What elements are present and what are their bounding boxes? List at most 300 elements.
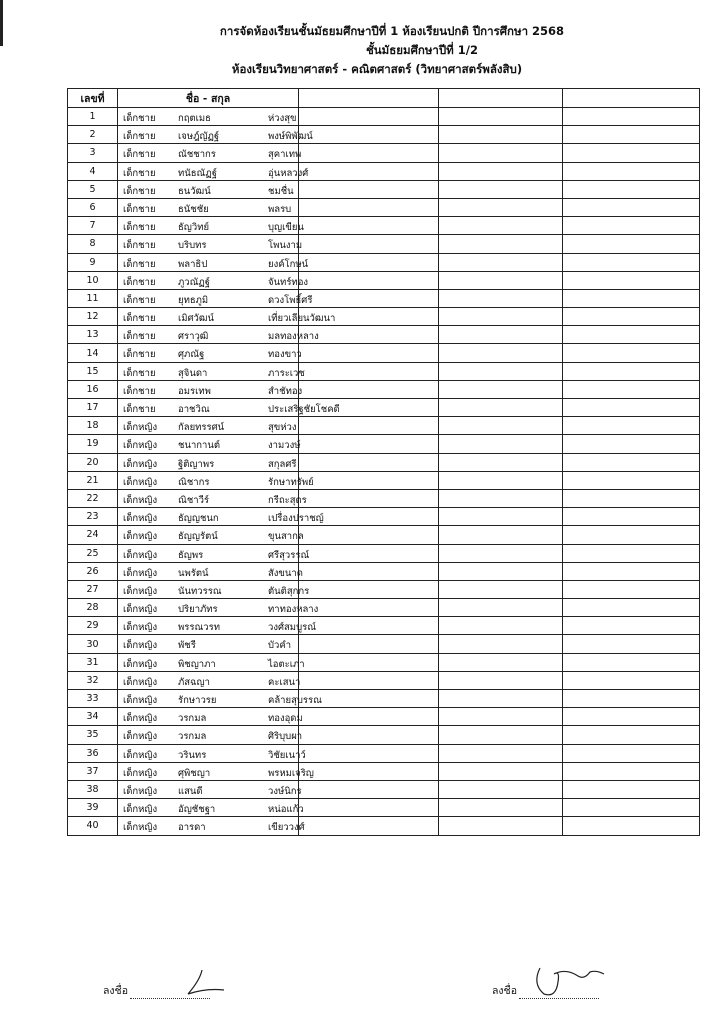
student-prefix: เด็กหญิง — [123, 567, 158, 579]
student-name-cell — [118, 108, 299, 126]
blank-cell — [439, 708, 563, 726]
table-row — [68, 580, 700, 598]
student-first-name: ภูวณัฏฐ์ — [178, 276, 211, 288]
student-name-cell — [118, 526, 304, 544]
blank-cell — [299, 817, 439, 835]
table-row — [68, 253, 700, 271]
blank-cell — [299, 580, 439, 598]
table-row — [68, 217, 700, 235]
blank-cell — [299, 653, 439, 671]
blank-cell — [439, 235, 563, 253]
student-name-cell — [118, 344, 302, 362]
student-last-name: ประเสริฐชัยโชคดี — [268, 404, 340, 415]
blank-cell — [563, 799, 700, 817]
student-first-name: อารดา — [178, 822, 206, 834]
blank-cell — [563, 253, 700, 271]
document-header — [0, 22, 724, 79]
student-last-name: ศิริบุบผา — [268, 731, 303, 743]
student-name-cell — [118, 417, 299, 435]
student-last-name: ทองขาว — [268, 349, 302, 361]
blank-cell — [439, 453, 563, 471]
blank-cell — [299, 617, 439, 635]
student-prefix: เด็กชาย — [123, 185, 156, 197]
blank-cell — [439, 417, 563, 435]
student-number: 31 — [68, 653, 118, 671]
blank-cell — [439, 326, 563, 344]
student-name-cell — [118, 799, 304, 817]
table-row — [68, 762, 700, 780]
student-last-name: ห่วงสุข — [268, 113, 297, 124]
student-last-name: ศรีสุวรรณ์ — [268, 549, 310, 561]
student-number: 16 — [68, 380, 118, 398]
student-number: 29 — [68, 617, 118, 635]
student-prefix: เด็กชาย — [123, 367, 156, 379]
student-name-cell — [118, 144, 302, 162]
table-row — [68, 308, 700, 326]
student-last-name: วงษ์นิกร — [268, 785, 302, 797]
student-last-name: สุคาเทพ — [268, 149, 302, 161]
blank-cell — [299, 544, 439, 562]
student-prefix: เด็กหญิง — [123, 494, 158, 506]
blank-cell — [299, 180, 439, 198]
student-name-cell — [118, 235, 303, 253]
blank-cell — [563, 453, 700, 471]
table-row — [68, 599, 700, 617]
student-number: 26 — [68, 562, 118, 580]
student-prefix: เด็กหญิง — [123, 604, 158, 616]
table-row — [68, 799, 700, 817]
blank-cell — [439, 399, 563, 417]
student-last-name: ไอตะเภา — [268, 658, 305, 670]
table-row — [68, 344, 700, 362]
blank-cell — [299, 235, 439, 253]
student-first-name: สุจินดา — [178, 367, 208, 379]
student-last-name: เขียววงศ์ — [268, 822, 305, 834]
table-row — [68, 235, 700, 253]
table-row — [68, 362, 700, 380]
student-prefix: เด็กชาย — [123, 113, 156, 124]
student-prefix: เด็กชาย — [123, 149, 156, 161]
student-name-cell — [118, 653, 305, 671]
blank-cell — [563, 780, 700, 798]
blank-cell — [563, 671, 700, 689]
student-number: 15 — [68, 362, 118, 380]
blank-column-header — [439, 89, 563, 108]
table-row — [68, 453, 700, 471]
student-prefix: เด็กชาย — [123, 349, 156, 361]
student-number: 40 — [68, 817, 118, 835]
blank-cell — [299, 435, 439, 453]
blank-cell — [563, 217, 700, 235]
blank-cell — [563, 417, 700, 435]
student-first-name: อาชวิณ — [178, 404, 210, 415]
blank-cell — [439, 198, 563, 216]
student-number: 22 — [68, 489, 118, 507]
student-name-cell — [118, 744, 306, 762]
student-last-name: เที่ยวเลียนวัฒนา — [268, 313, 336, 325]
student-last-name: ขุนสากล — [268, 531, 304, 543]
table-row — [68, 817, 700, 835]
student-name-cell — [118, 126, 313, 144]
blank-cell — [439, 671, 563, 689]
blank-cell — [563, 435, 700, 453]
blank-cell — [439, 380, 563, 398]
blank-cell — [439, 799, 563, 817]
student-first-name: อัญชัชฐา — [178, 804, 216, 816]
student-prefix: เด็กหญิง — [123, 476, 158, 488]
student-name-cell — [118, 726, 303, 744]
student-prefix: เด็กหญิง — [123, 458, 158, 470]
student-prefix: เด็กชาย — [123, 385, 156, 397]
blank-cell — [299, 471, 439, 489]
blank-cell — [439, 271, 563, 289]
student-last-name: งามวงษ์ — [268, 440, 301, 452]
student-last-name: ยงค์โกษน์ — [268, 258, 309, 270]
blank-cell — [299, 108, 439, 126]
student-last-name: พลรบ — [268, 203, 292, 215]
student-prefix: เด็กหญิง — [123, 822, 158, 834]
table-row — [68, 653, 700, 671]
student-name-cell — [118, 435, 299, 453]
column-number-header: เลขที่ — [68, 89, 118, 108]
signature-label: ลงชื่อ — [103, 985, 128, 997]
student-last-name: สังขนาด — [268, 567, 303, 579]
table-row — [68, 326, 700, 344]
student-prefix: เด็กหญิง — [123, 785, 158, 797]
student-last-name: ดวงโพธิ์ศรี — [268, 294, 313, 306]
student-number: 8 — [68, 235, 118, 253]
student-prefix: เด็กหญิง — [123, 713, 158, 725]
student-name-cell — [118, 708, 303, 726]
table-row — [68, 780, 700, 798]
student-number: 34 — [68, 708, 118, 726]
student-first-name: ฐิติญาพร — [178, 458, 215, 470]
student-name-cell — [118, 508, 324, 526]
blank-cell — [563, 380, 700, 398]
blank-cell — [439, 762, 563, 780]
blank-cell — [563, 708, 700, 726]
student-prefix: เด็กหญิง — [123, 695, 158, 706]
table-row — [68, 726, 700, 744]
blank-cell — [299, 708, 439, 726]
table-row — [68, 417, 700, 435]
blank-cell — [439, 580, 563, 598]
blank-column-header — [299, 89, 439, 108]
student-first-name: ยุทธภูมิ — [178, 294, 209, 306]
student-first-name: กัลยทรรศน์ — [178, 422, 225, 434]
student-name-cell — [118, 453, 299, 471]
student-prefix: เด็กหญิง — [123, 513, 158, 525]
blank-cell — [563, 289, 700, 307]
blank-cell — [563, 180, 700, 198]
blank-cell — [563, 817, 700, 835]
student-prefix: เด็กหญิง — [123, 422, 158, 434]
student-first-name: ณัชชากร — [178, 149, 216, 161]
student-name-cell — [118, 471, 314, 489]
table-row — [68, 562, 700, 580]
student-name-cell — [118, 762, 314, 780]
student-number: 37 — [68, 762, 118, 780]
student-number: 11 — [68, 289, 118, 307]
student-name-cell — [118, 399, 340, 417]
student-first-name: นพรัตน์ — [178, 567, 209, 579]
blank-cell — [563, 653, 700, 671]
student-last-name: ทาทองหลาง — [268, 604, 319, 616]
blank-cell — [439, 726, 563, 744]
blank-cell — [439, 108, 563, 126]
student-last-name: รักษาทรัพย์ — [268, 476, 314, 488]
signature-scribble-left — [180, 968, 230, 998]
student-last-name: อุ่นหลวงศ์ — [268, 167, 309, 179]
blank-cell — [299, 762, 439, 780]
student-prefix: เด็กชาย — [123, 276, 156, 288]
student-first-name: แสนดี — [178, 785, 203, 797]
blank-cell — [563, 690, 700, 708]
blank-cell — [563, 617, 700, 635]
student-prefix: เด็กหญิง — [123, 440, 158, 452]
student-last-name: พรหมเจริญ — [268, 767, 314, 779]
blank-cell — [563, 471, 700, 489]
blank-cell — [439, 180, 563, 198]
student-number: 4 — [68, 162, 118, 180]
table-row — [68, 162, 700, 180]
student-number: 12 — [68, 308, 118, 326]
blank-cell — [439, 744, 563, 762]
blank-cell — [299, 162, 439, 180]
blank-cell — [563, 762, 700, 780]
student-number: 2 — [68, 126, 118, 144]
student-prefix: เด็กหญิง — [123, 731, 158, 743]
student-prefix: เด็กหญิง — [123, 549, 158, 561]
student-first-name: ปริยาภัทร — [178, 604, 218, 616]
student-first-name: พิชญาภา — [178, 658, 216, 670]
blank-cell — [439, 289, 563, 307]
student-name-cell — [118, 544, 310, 562]
blank-cell — [439, 599, 563, 617]
student-last-name: เปรื่องปราชญ์ — [268, 513, 324, 525]
blank-cell — [563, 508, 700, 526]
student-first-name: เจษฎ์ญัฏฐ์ — [178, 131, 220, 143]
student-first-name: ณิชาวีร์ — [178, 494, 210, 506]
blank-cell — [563, 635, 700, 653]
blank-cell — [299, 380, 439, 398]
blank-cell — [563, 344, 700, 362]
student-number: 38 — [68, 780, 118, 798]
blank-cell — [563, 108, 700, 126]
student-first-name: ศราวุฒิ — [178, 331, 209, 343]
blank-cell — [299, 799, 439, 817]
blank-cell — [563, 271, 700, 289]
blank-cell — [563, 126, 700, 144]
student-number: 9 — [68, 253, 118, 271]
student-last-name: ชมชื่น — [268, 185, 294, 197]
blank-cell — [563, 399, 700, 417]
student-last-name: วิชัยเนาว์ — [268, 749, 306, 761]
blank-cell — [563, 489, 700, 507]
student-first-name: พรรณวรท — [178, 622, 220, 634]
student-first-name: วรินทร — [178, 749, 207, 761]
student-last-name: พงษ์พิพัฒน์ — [268, 131, 313, 143]
table-row — [68, 744, 700, 762]
student-last-name: มลทองหลาง — [268, 331, 319, 343]
student-prefix: เด็กชาย — [123, 331, 156, 343]
blank-cell — [299, 562, 439, 580]
student-number: 1 — [68, 108, 118, 126]
blank-cell — [563, 198, 700, 216]
student-name-cell — [118, 635, 299, 653]
table-row — [68, 635, 700, 653]
student-name-cell — [118, 308, 336, 326]
blank-cell — [563, 526, 700, 544]
student-number: 3 — [68, 144, 118, 162]
student-number: 19 — [68, 435, 118, 453]
student-number: 21 — [68, 471, 118, 489]
blank-cell — [299, 271, 439, 289]
blank-cell — [299, 344, 439, 362]
table-row — [68, 108, 700, 126]
blank-cell — [299, 217, 439, 235]
blank-cell — [299, 780, 439, 798]
table-header-row — [68, 89, 700, 108]
student-last-name: บัวคำ — [268, 640, 292, 652]
blank-cell — [563, 726, 700, 744]
student-prefix: เด็กหญิง — [123, 658, 158, 670]
table-row — [68, 180, 700, 198]
blank-cell — [299, 289, 439, 307]
student-number: 39 — [68, 799, 118, 817]
student-prefix: เด็กชาย — [123, 313, 156, 325]
student-last-name: จันทร์ทอง — [268, 276, 309, 288]
student-prefix: เด็กหญิง — [123, 749, 158, 761]
blank-cell — [563, 326, 700, 344]
student-name-cell — [118, 671, 299, 689]
blank-column-header — [563, 89, 700, 108]
blank-cell — [439, 126, 563, 144]
blank-cell — [439, 690, 563, 708]
blank-cell — [439, 635, 563, 653]
table-row — [68, 271, 700, 289]
blank-cell — [299, 326, 439, 344]
table-row — [68, 544, 700, 562]
table-row — [68, 489, 700, 507]
student-prefix: เด็กหญิง — [123, 804, 158, 816]
blank-cell — [439, 253, 563, 271]
student-name-cell — [118, 162, 309, 180]
blank-cell — [439, 217, 563, 235]
blank-cell — [299, 526, 439, 544]
student-number: 17 — [68, 399, 118, 417]
roster-body — [68, 108, 700, 836]
student-prefix: เด็กชาย — [123, 222, 156, 234]
blank-cell — [563, 562, 700, 580]
student-last-name: คะเสนา — [268, 676, 301, 688]
student-last-name: วงศ์สมบูรณ์ — [268, 622, 317, 634]
blank-cell — [299, 253, 439, 271]
blank-cell — [299, 489, 439, 507]
student-first-name: ศุพิชญา — [178, 767, 211, 779]
student-prefix: เด็กชาย — [123, 258, 156, 270]
student-first-name: ชนากานต์ — [178, 440, 221, 452]
student-number: 14 — [68, 344, 118, 362]
student-last-name: สำชัทอง — [268, 385, 303, 397]
table-row — [68, 144, 700, 162]
blank-cell — [299, 144, 439, 162]
student-name-cell — [118, 817, 305, 835]
student-last-name: บุญเขียน — [268, 222, 304, 234]
student-first-name: ธัญญชนก — [178, 513, 219, 525]
student-number: 18 — [68, 417, 118, 435]
table-row — [68, 708, 700, 726]
student-first-name: ธนวัฒน์ — [178, 185, 211, 197]
student-number: 27 — [68, 580, 118, 598]
blank-cell — [563, 235, 700, 253]
student-number: 6 — [68, 198, 118, 216]
blank-cell — [439, 308, 563, 326]
student-first-name: พัชรี — [178, 640, 196, 652]
student-first-name: ธัญวิทย์ — [178, 222, 210, 234]
student-last-name: คล้ายสุบรรณ — [268, 695, 322, 706]
blank-cell — [563, 362, 700, 380]
blank-cell — [439, 780, 563, 798]
student-first-name: ศุภณัฐ — [178, 349, 205, 361]
blank-cell — [299, 671, 439, 689]
student-number: 25 — [68, 544, 118, 562]
blank-cell — [439, 435, 563, 453]
blank-cell — [439, 817, 563, 835]
blank-cell — [563, 580, 700, 598]
blank-cell — [439, 562, 563, 580]
student-number: 24 — [68, 526, 118, 544]
student-first-name: พลาธิป — [178, 258, 208, 270]
blank-cell — [439, 489, 563, 507]
student-number: 28 — [68, 599, 118, 617]
student-number: 20 — [68, 453, 118, 471]
blank-cell — [563, 744, 700, 762]
student-first-name: ธัญพร — [178, 549, 204, 561]
student-prefix: เด็กหญิง — [123, 622, 158, 634]
student-first-name: ทนัธณัฏฐ์ — [178, 167, 217, 179]
table-row — [68, 198, 700, 216]
student-last-name: ภาระเวช — [268, 367, 305, 379]
student-name-cell — [118, 380, 303, 398]
student-prefix: เด็กหญิง — [123, 640, 158, 652]
student-number: 13 — [68, 326, 118, 344]
student-name-cell — [118, 580, 310, 598]
blank-cell — [439, 362, 563, 380]
student-name-cell — [118, 617, 317, 635]
program-name: ห้องเรียนวิทยาศาสตร์ - คณิตศาสตร์ (วิทยาศาสตร์พลังสิบ) — [231, 62, 523, 76]
table-row — [68, 617, 700, 635]
student-first-name: รักษาวรย — [178, 695, 217, 706]
table-row — [68, 399, 700, 417]
student-prefix: เด็กชาย — [123, 294, 156, 306]
student-prefix: เด็กหญิง — [123, 676, 158, 688]
student-name-cell — [118, 289, 313, 307]
student-first-name: วรกมล — [178, 713, 207, 725]
student-prefix: เด็กชาย — [123, 131, 156, 143]
student-first-name: บริบทร — [178, 240, 207, 252]
student-first-name: ธนัชชัย — [178, 203, 209, 215]
student-first-name: ภัสฉญา — [178, 676, 210, 688]
student-name-cell — [118, 780, 302, 798]
student-first-name: กฤตเมธ — [178, 113, 211, 124]
blank-cell — [563, 544, 700, 562]
student-number: 23 — [68, 508, 118, 526]
student-last-name: หน่อแก้ว — [268, 804, 304, 816]
student-number: 30 — [68, 635, 118, 653]
student-prefix: เด็กหญิง — [123, 585, 158, 597]
class-level: ชั้นมัธยมศึกษาปีที่ 1/2 — [366, 43, 478, 57]
